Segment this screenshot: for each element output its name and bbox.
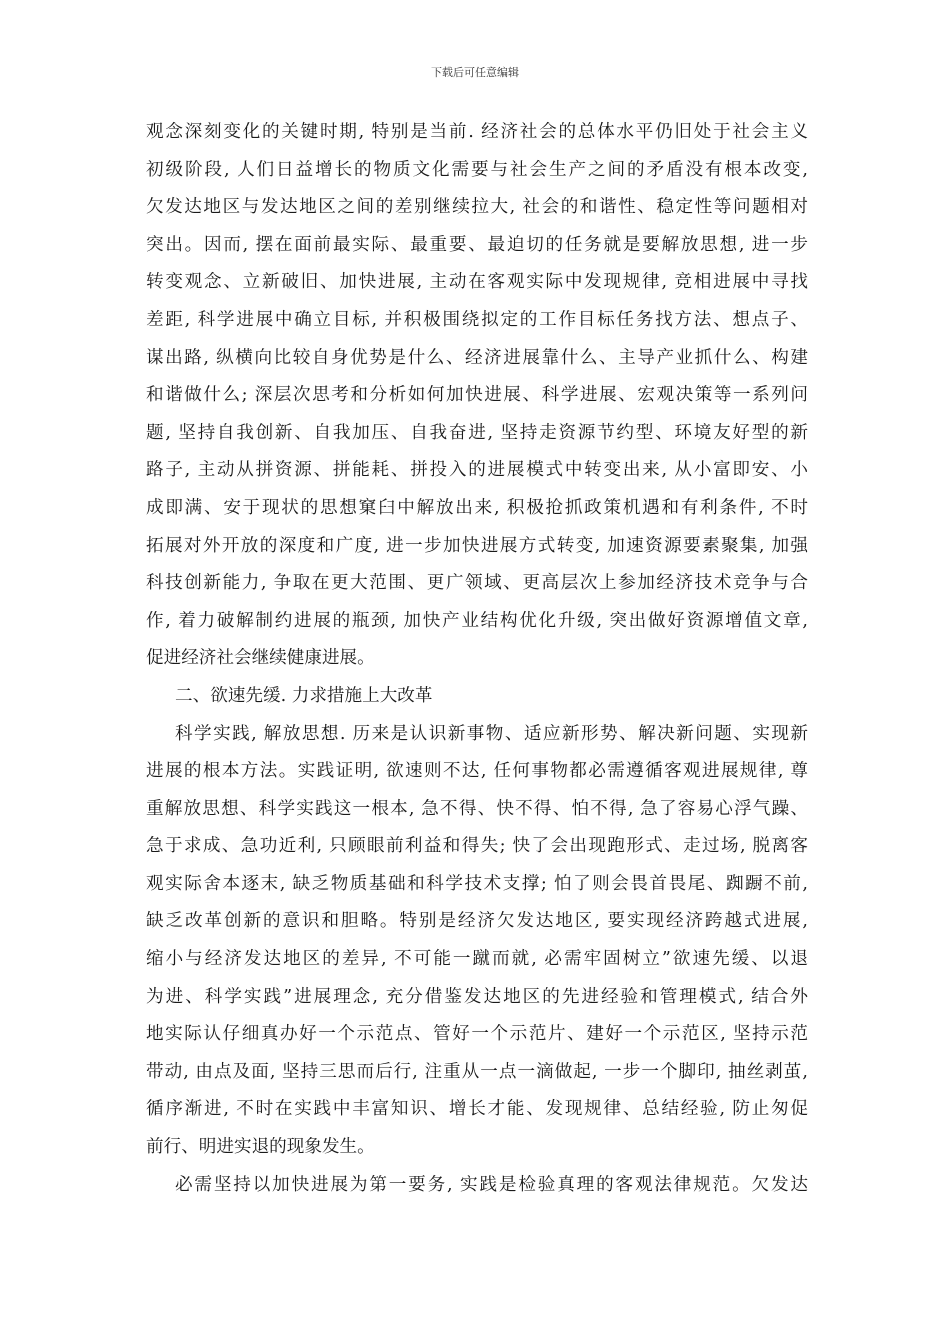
text-line: 二、欲速先缓. 力求措施上大改革 xyxy=(175,685,433,706)
text-line: 重解放思想、科学实践这一根本, 急不得、快不得、怕不得, 急了容易心浮气躁、 xyxy=(146,798,808,819)
text-line: 带动, 由点及面, 坚持三思而后行, 注重从一点一滴做起, 一步一个脚印, 抽丝剥茧, xyxy=(146,1061,808,1082)
text-line: 前行、明进实退的现象发生。 xyxy=(146,1137,375,1158)
text-line: 促进经济社会继续健康进展。 xyxy=(146,648,375,669)
text-line: 观念深刻变化的关键时期, 特别是当前. 经济社会的总体水平仍旧处于社会主义 xyxy=(146,122,808,142)
text-line: 进展的根本方法。实践证明, 欲速则不达, 任何事物都必需遵循客观进展规律, 尊 xyxy=(146,761,808,782)
text-line: 路子, 主动从拼资源、拼能耗、拼投入的进展模式中转变出来, 从小富即安、小 xyxy=(146,460,808,481)
text-line: 科技创新能力, 争取在更大范围、更广领域、更高层次上参加经济技术竞争与合 xyxy=(146,573,808,594)
text-line: 观实际舍本逐末, 缺乏物质基础和科学技术支撑; 怕了则会畏首畏尾、踟蹰不前, xyxy=(146,873,808,894)
text-line: 缩小与经济发达地区的差异, 不可能一蹴而就, 必需牢固树立”欲速先缓、以退 xyxy=(146,949,808,970)
text-line: 成即满、安于现状的思想窠臼中解放出来, 积极抢抓政策机遇和有利条件, 不时 xyxy=(146,497,808,518)
text-line: 题, 坚持自我创新、自我加压、自我奋进, 坚持走资源节约型、环境友好型的新 xyxy=(146,422,808,443)
text-line: 初级阶段, 人们日益增长的物质文化需要与社会生产之间的矛盾没有根本改变, xyxy=(146,159,808,180)
page-header-note: 下载后可任意编辑 xyxy=(431,66,519,79)
text-line: 循序渐进, 不时在实践中丰富知识、增长才能、发现规律、总结经验, 防止匆促 xyxy=(146,1099,808,1120)
text-line: 转变观念、立新破旧、加快进展, 主动在客观实际中发现规律, 竞相进展中寻找 xyxy=(146,272,808,293)
text-line: 缺乏改革创新的意识和胆略。特别是经济欠发达地区, 要实现经济跨越式进展, xyxy=(146,911,808,932)
text-line: 急于求成、急功近利, 只顾眼前利益和得失; 快了会出现跑形式、走过场, 脱离客 xyxy=(146,836,808,857)
text-line: 欠发达地区与发达地区之间的差别继续拉大, 社会的和谐性、稳定性等问题相对 xyxy=(146,197,808,218)
text-line: 和谐做什么; 深层次思考和分析如何加快进展、科学进展、宏观决策等一系列问 xyxy=(146,385,808,406)
text-line: 科学实践, 解放思想. 历来是认识新事物、适应新形势、解决新问题、实现新 xyxy=(175,723,808,744)
text-line: 地实际认仔细真办好一个示范点、管好一个示范片、建好一个示范区, 坚持示范 xyxy=(146,1024,808,1045)
text-line: 差距, 科学进展中确立目标, 并积极围绕拟定的工作目标任务找方法、想点子、 xyxy=(146,309,808,330)
document-body xyxy=(146,114,808,1204)
text-line: 为进、科学实践”进展理念, 充分借鉴发达地区的先进经验和管理模式, 结合外 xyxy=(146,986,808,1007)
text-line: 谋出路, 纵横向比较自身优势是什么、经济进展靠什么、主导产业抓什么、构建 xyxy=(146,347,808,368)
text-line: 作, 着力破解制约进展的瓶颈, 加快产业结构优化升级, 突出做好资源增值文章, xyxy=(146,610,808,631)
text-line: 必需坚持以加快进展为第一要务, 实践是检验真理的客观法律规范。欠发达 xyxy=(175,1174,808,1195)
text-line: 拓展对外开放的深度和广度, 进一步加快进展方式转变, 加速资源要素聚集, 加强 xyxy=(146,535,808,556)
text-line: 突出。因而, 摆在面前最实际、最重要、最迫切的任务就是要解放思想, 进一步 xyxy=(146,234,808,255)
